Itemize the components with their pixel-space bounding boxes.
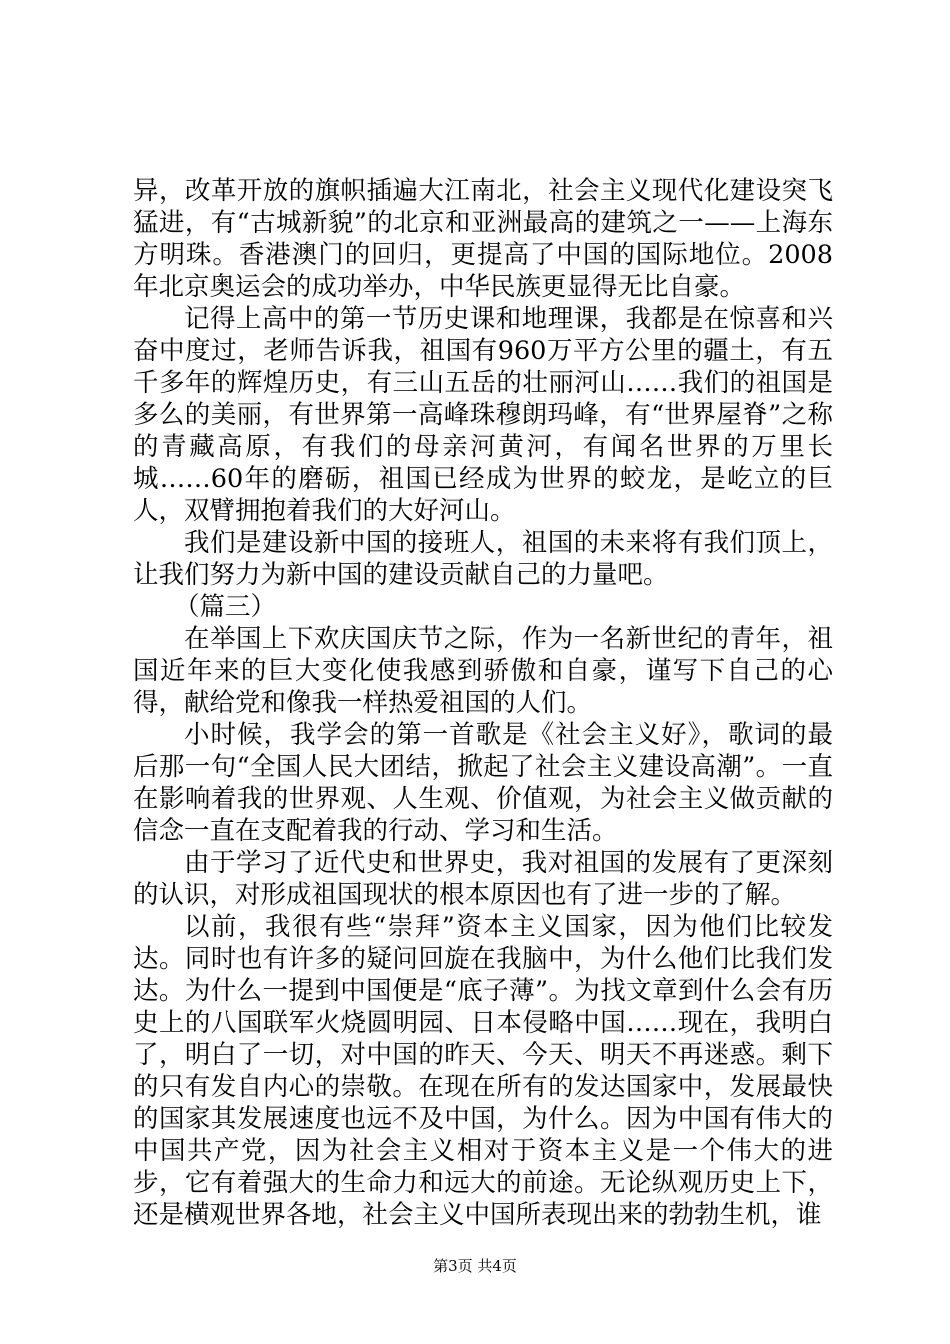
section-heading: （篇三） bbox=[174, 592, 277, 622]
paragraph-history-class: 记得上高中的第一节历史课和地理课，我都是在惊喜和兴奋中度过，老师告诉我，祖国有960万平方公里的疆土，有五千多年的辉煌历史，有三山五岳的壮丽河山……我们的祖国是多么的美丽，有世界第一高峰珠穆朗玛峰，有“世界屋脊”之称的青藏高原，有我们的母亲河黄河，有闻名世界的万里长城……60年的磨砺，祖国已经成为世界的蛟龙，是屹立的巨人，双臂拥抱着我们的大好河山。 bbox=[133, 304, 833, 526]
paragraph-first-song: 小时候，我学会的第一首歌是《社会主义好》，歌词的最后那一句“全国人民大团结，掀起了社会主义建设高潮”。一直在影响着我的世界观、人生观、价值观，为社会主义做贡献的信念一直在支配着我的行动、学习和生活。 bbox=[133, 720, 833, 846]
page-number-footer: 第3页 共4页 bbox=[433, 1257, 517, 1275]
paragraph-continuation: 异，改革开放的旗帜插遍大江南北，社会主义现代化建设突飞猛进，有“古城新貌”的北京和亚洲最高的建筑之一——上海东方明珠。香港澳门的回归，更提高了中国的国际地位。2008年北京奥运会的成功举办，中华民族更显得无比自豪。 bbox=[133, 176, 833, 302]
paragraph-reflection: 以前，我很有些“崇拜”资本主义国家，因为他们比较发达。同时也有许多的疑问回旋在我脑中，为什么他们比我们发达。为什么一提到中国便是“底子薄”。为找文章到什么会有历史上的八国联军火烧圆明园、日本侵略中国……现在，我明白了，明白了一切，对中国的昨天、今天、明天不再迷惑。剩下的只有发自内心的崇敬。在现在所有的发达国家中，发展最快的国家其发展速度也远不及中国，为什么。因为中国有伟大的中国共产党，因为社会主义相对于资本主义是一个伟大的进步，它有着强大的生命力和远大的前途。无论纵观历史上下，还是横观世界各地，社会主义中国所表现出来的勃勃生机，谁 bbox=[133, 912, 833, 1230]
document-body bbox=[133, 175, 833, 1231]
paragraph-history-study: 由于学习了近代史和世界史，我对祖国的发展有了更深刻的认识，对形成祖国现状的根本原因也有了进一步的了解。 bbox=[133, 848, 833, 910]
paragraph-national-day: 在举国上下欢庆国庆节之际，作为一名新世纪的青年，祖国近年来的巨大变化使我感到骄傲和自豪，谨写下自己的心得，献给党和像我一样热爱祖国的人们。 bbox=[133, 624, 833, 718]
paragraph-successors: 我们是建设新中国的接班人，祖国的未来将有我们顶上，让我们努力为新中国的建设贡献自己的力量吧。 bbox=[133, 528, 833, 590]
